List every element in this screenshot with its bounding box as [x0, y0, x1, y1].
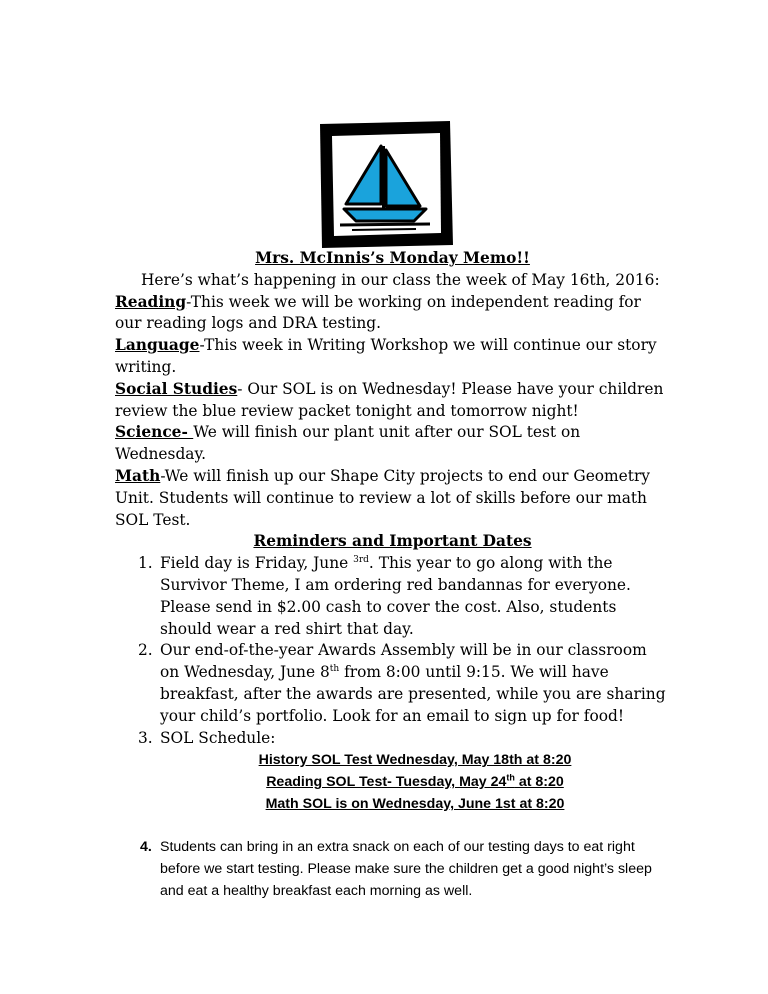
subject-name: Math [115, 466, 161, 485]
memo-title: Mrs. McInnis’s Monday Memo!! [255, 249, 530, 267]
memo-intro: Here’s what’s happening in our class the week of May 16th, 2016: [141, 270, 660, 289]
schedule-line [160, 771, 670, 793]
subject-name: Social Studies [115, 379, 238, 398]
subject-name: Language [115, 336, 200, 355]
sailboat-icon [316, 118, 456, 250]
reminder-text: . This year to go along with the Survivor Theme, I am ordering red bandannas for everyone. Please send in $2.00 cash to cover the cost. Also, students should wear a red shirt that day. [160, 554, 631, 638]
reminder-text: Field day is Friday, June [160, 554, 354, 573]
subject-text: -We will finish up our Shape City projects to end our Geometry Unit. Students will continue to review a lot of skills before our math SOL Test. [115, 466, 651, 529]
reminder-item [115, 836, 670, 902]
subject-name: Science- [115, 423, 194, 442]
sol-schedule [160, 749, 670, 815]
reminder-text: Students can bring in an extra snack on each of our testing days to eat right before we start testing. Please make sure the children get a good night’s sleep and eat a healthy breakfast each morning as well. [160, 839, 652, 900]
subject-name: Reading [115, 292, 187, 311]
reminder-item [115, 728, 670, 750]
memo-body [115, 248, 670, 902]
superscript: th [329, 664, 340, 675]
reminder-item [115, 553, 670, 640]
subject-text: - Our SOL is on Wednesday! Please have your children review the blue review packet tonight and tomorrow night! [115, 379, 664, 420]
list-number: 4. [140, 839, 152, 856]
list-number: 2. [138, 641, 153, 660]
reminder-text: from 8:00 until 9:15. We will have breakfast, after the awards are presented, while you are sharing your child’s portfolio. Look for an email to sign up for food! [160, 663, 666, 725]
schedule-text: at 8:20 [514, 774, 564, 791]
schedule-text: Reading SOL Test- Tuesday, May 24 [266, 774, 507, 791]
reminders-list [115, 553, 670, 749]
subject-reading [115, 292, 670, 336]
schedule-line: Math SOL is on Wednesday, June 1st at 8:20 [265, 796, 565, 813]
subject-language [115, 335, 670, 379]
list-number: 3. [138, 728, 153, 747]
reminder-text: SOL Schedule: [160, 728, 276, 747]
superscript: th [506, 772, 515, 783]
superscript: 3rd [353, 555, 369, 566]
list-number: 1. [138, 554, 153, 573]
subject-text: -This week we will be working on independent reading for our reading logs and DRA testing. [115, 292, 641, 333]
subject-text: -This week in Writing Workshop we will continue our story writing. [115, 336, 657, 376]
schedule-line: History SOL Test Wednesday, May 18th at 8:20 [258, 752, 572, 769]
subject-social-studies [115, 379, 670, 423]
reminder-item [115, 640, 670, 727]
reminder-text: Our end-of-the-year Awards Assembly will be in our classroom on Wednesday, June 8 [160, 641, 647, 682]
subject-text: We will finish our plant unit after our SOL test on Wednesday. [115, 423, 581, 464]
subject-math [115, 466, 670, 531]
subject-science [115, 422, 670, 466]
reminders-title: Reminders and Important Dates [253, 532, 532, 551]
